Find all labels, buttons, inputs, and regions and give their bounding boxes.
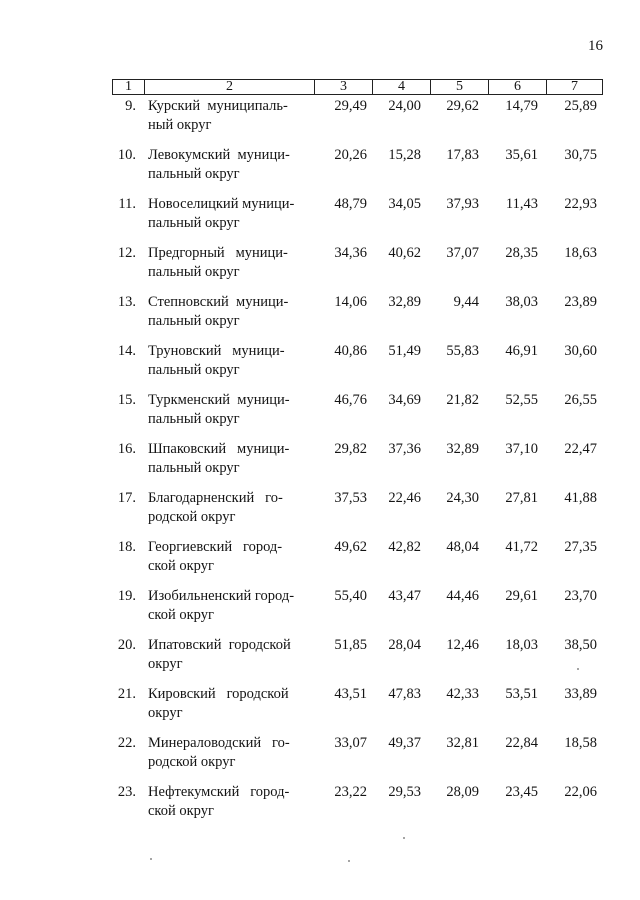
value-col-3: 33,07: [334, 735, 367, 751]
table-row: [0, 734, 640, 780]
value-col-5: 37,07: [446, 245, 479, 261]
district-name-line-2: ской округ: [148, 803, 214, 819]
district-name-line-1: Изобильненский город-: [148, 588, 295, 604]
district-name-line-2: родской округ: [148, 754, 236, 770]
value-col-6: 37,10: [505, 441, 538, 457]
table-row: [0, 391, 640, 437]
header-col-6: 6: [488, 80, 546, 94]
value-col-6: 53,51: [505, 686, 538, 702]
row-number: 15.: [117, 392, 136, 408]
value-col-4: 29,53: [388, 784, 421, 800]
district-name-line-1: Левокумский муници-: [148, 147, 290, 163]
district-name: [148, 538, 301, 576]
table-row: [0, 489, 640, 535]
table-row: [0, 538, 640, 584]
value-col-5: 29,62: [446, 98, 479, 114]
value-col-5: 28,09: [446, 784, 479, 800]
value-col-4: 28,04: [388, 637, 421, 653]
row-number: 19.: [117, 588, 136, 604]
row-number: 23.: [117, 784, 136, 800]
scan-speck: [348, 860, 350, 862]
row-number: 21.: [117, 686, 136, 702]
header-col-2: 2: [144, 80, 314, 94]
value-col-3: 48,79: [334, 196, 367, 212]
value-col-3: 14,06: [334, 294, 367, 310]
district-name: [148, 440, 301, 478]
district-name: [148, 587, 301, 625]
value-col-6: 23,45: [505, 784, 538, 800]
value-col-3: 23,22: [334, 784, 367, 800]
value-col-6: 35,61: [505, 147, 538, 163]
value-col-4: 47,83: [388, 686, 421, 702]
header-col-7: 7: [546, 80, 602, 94]
district-name-line-1: Нефтекумский город-: [148, 784, 290, 800]
value-col-4: 34,05: [388, 196, 421, 212]
value-col-7: 23,70: [564, 588, 597, 604]
value-col-5: 12,46: [446, 637, 479, 653]
value-col-7: 30,75: [564, 147, 597, 163]
district-name-line-2: пальный округ: [148, 264, 240, 280]
header-col-5: 5: [430, 80, 488, 94]
district-name-line-2: пальный округ: [148, 411, 240, 427]
value-col-3: 43,51: [334, 686, 367, 702]
value-col-4: 22,46: [388, 490, 421, 506]
value-col-7: 25,89: [564, 98, 597, 114]
table-row: [0, 97, 640, 143]
row-number: 22.: [117, 735, 136, 751]
value-col-7: 26,55: [564, 392, 597, 408]
value-col-7: 23,89: [564, 294, 597, 310]
value-col-3: 55,40: [334, 588, 367, 604]
value-col-6: 11,43: [505, 196, 538, 212]
row-number: 12.: [117, 245, 136, 261]
district-name-line-1: Труновский муници-: [148, 343, 285, 359]
district-name: [148, 97, 301, 135]
table-row: [0, 146, 640, 192]
value-col-3: 20,26: [334, 147, 367, 163]
table-row: [0, 440, 640, 486]
value-col-4: 49,37: [388, 735, 421, 751]
district-name: [148, 244, 301, 282]
table-row: [0, 293, 640, 339]
district-name-line-1: Кировский городской: [148, 686, 289, 702]
district-name-line-2: пальный округ: [148, 313, 240, 329]
row-number: 14.: [117, 343, 136, 359]
value-col-6: 41,72: [505, 539, 538, 555]
scan-speck: [150, 858, 152, 860]
district-name-line-1: Ипатовский городской: [148, 637, 291, 653]
district-name-line-2: пальный округ: [148, 166, 240, 182]
value-col-6: 14,79: [505, 98, 538, 114]
value-col-4: 24,00: [388, 98, 421, 114]
value-col-4: 43,47: [388, 588, 421, 604]
value-col-3: 29,49: [334, 98, 367, 114]
value-col-4: 40,62: [388, 245, 421, 261]
district-name-line-2: пальный округ: [148, 362, 240, 378]
value-col-4: 51,49: [388, 343, 421, 359]
value-col-5: 32,81: [446, 735, 479, 751]
district-name: [148, 636, 301, 674]
value-col-5: 55,83: [446, 343, 479, 359]
value-col-4: 32,89: [388, 294, 421, 310]
value-col-7: 41,88: [564, 490, 597, 506]
district-name: [148, 195, 301, 233]
value-col-4: 15,28: [388, 147, 421, 163]
scan-speck: [403, 837, 405, 839]
value-col-7: 22,47: [564, 441, 597, 457]
row-number: 20.: [117, 637, 136, 653]
row-number: 18.: [117, 539, 136, 555]
row-number: 17.: [117, 490, 136, 506]
value-col-7: 22,93: [564, 196, 597, 212]
value-col-7: 33,89: [564, 686, 597, 702]
value-col-3: 46,76: [334, 392, 367, 408]
value-col-5: 9,44: [453, 294, 479, 310]
value-col-6: 18,03: [505, 637, 538, 653]
district-name: [148, 489, 301, 527]
table-row: [0, 587, 640, 633]
district-name-line-1: Курский муниципаль-: [148, 98, 288, 114]
scan-speck: [577, 668, 579, 670]
value-col-5: 21,82: [446, 392, 479, 408]
district-name-line-1: Шпаковский муници-: [148, 441, 290, 457]
district-name-line-1: Степновский муници-: [148, 294, 289, 310]
value-col-4: 37,36: [388, 441, 421, 457]
value-col-5: 48,04: [446, 539, 479, 555]
district-name-line-1: Туркменский муници-: [148, 392, 290, 408]
district-name-line-2: пальный округ: [148, 215, 240, 231]
table-row: [0, 783, 640, 829]
header-col-3: 3: [314, 80, 372, 94]
table-row: [0, 636, 640, 682]
district-name-line-1: Новоселицкий муници-: [148, 196, 295, 212]
value-col-6: 46,91: [505, 343, 538, 359]
value-col-5: 24,30: [446, 490, 479, 506]
district-name: [148, 391, 301, 429]
table-row: [0, 195, 640, 241]
value-col-6: 52,55: [505, 392, 538, 408]
district-name-line-2: пальный округ: [148, 460, 240, 476]
district-name-line-2: округ: [148, 705, 183, 721]
value-col-3: 34,36: [334, 245, 367, 261]
value-col-6: 29,61: [505, 588, 538, 604]
value-col-5: 42,33: [446, 686, 479, 702]
header-col-1: 1: [125, 79, 132, 94]
value-col-7: 18,58: [564, 735, 597, 751]
value-col-7: 38,50: [564, 637, 597, 653]
value-col-7: 18,63: [564, 245, 597, 261]
district-name: [148, 685, 301, 723]
value-col-5: 32,89: [446, 441, 479, 457]
header-col-4: 4: [372, 80, 430, 94]
value-col-4: 34,69: [388, 392, 421, 408]
table-row: [0, 685, 640, 731]
value-col-5: 17,83: [446, 147, 479, 163]
value-col-3: 29,82: [334, 441, 367, 457]
value-col-3: 40,86: [334, 343, 367, 359]
value-col-7: 30,60: [564, 343, 597, 359]
district-name: [148, 293, 301, 331]
district-name: [148, 342, 301, 380]
value-col-6: 38,03: [505, 294, 538, 310]
row-number: 13.: [117, 294, 136, 310]
row-number: 16.: [117, 441, 136, 457]
district-name-line-1: Благодарненский го-: [148, 490, 283, 506]
value-col-3: 49,62: [334, 539, 367, 555]
district-name: [148, 734, 301, 772]
value-col-7: 27,35: [564, 539, 597, 555]
value-col-7: 22,06: [564, 784, 597, 800]
value-col-6: 22,84: [505, 735, 538, 751]
row-number: 11.: [118, 196, 136, 212]
table-row: [0, 244, 640, 290]
district-name-line-2: ской округ: [148, 607, 214, 623]
district-name-line-2: округ: [148, 656, 183, 672]
value-col-5: 44,46: [446, 588, 479, 604]
value-col-4: 42,82: [388, 539, 421, 555]
district-name: [148, 146, 301, 184]
table-header: [112, 79, 603, 95]
district-name-line-1: Минераловодский го-: [148, 735, 290, 751]
value-col-5: 37,93: [446, 196, 479, 212]
value-col-3: 37,53: [334, 490, 367, 506]
district-name-line-1: Предгорный муници-: [148, 245, 288, 261]
value-col-3: 51,85: [334, 637, 367, 653]
district-name-line-2: ный округ: [148, 117, 212, 133]
page-number: 16: [588, 38, 603, 54]
row-number: 10.: [117, 147, 136, 163]
value-col-6: 28,35: [505, 245, 538, 261]
district-name-line-2: родской округ: [148, 509, 236, 525]
value-col-6: 27,81: [505, 490, 538, 506]
district-name-line-1: Георгиевский город-: [148, 539, 283, 555]
district-name-line-2: ской округ: [148, 558, 214, 574]
table-row: [0, 342, 640, 388]
district-name: [148, 783, 301, 821]
row-number: 9.: [125, 98, 136, 114]
